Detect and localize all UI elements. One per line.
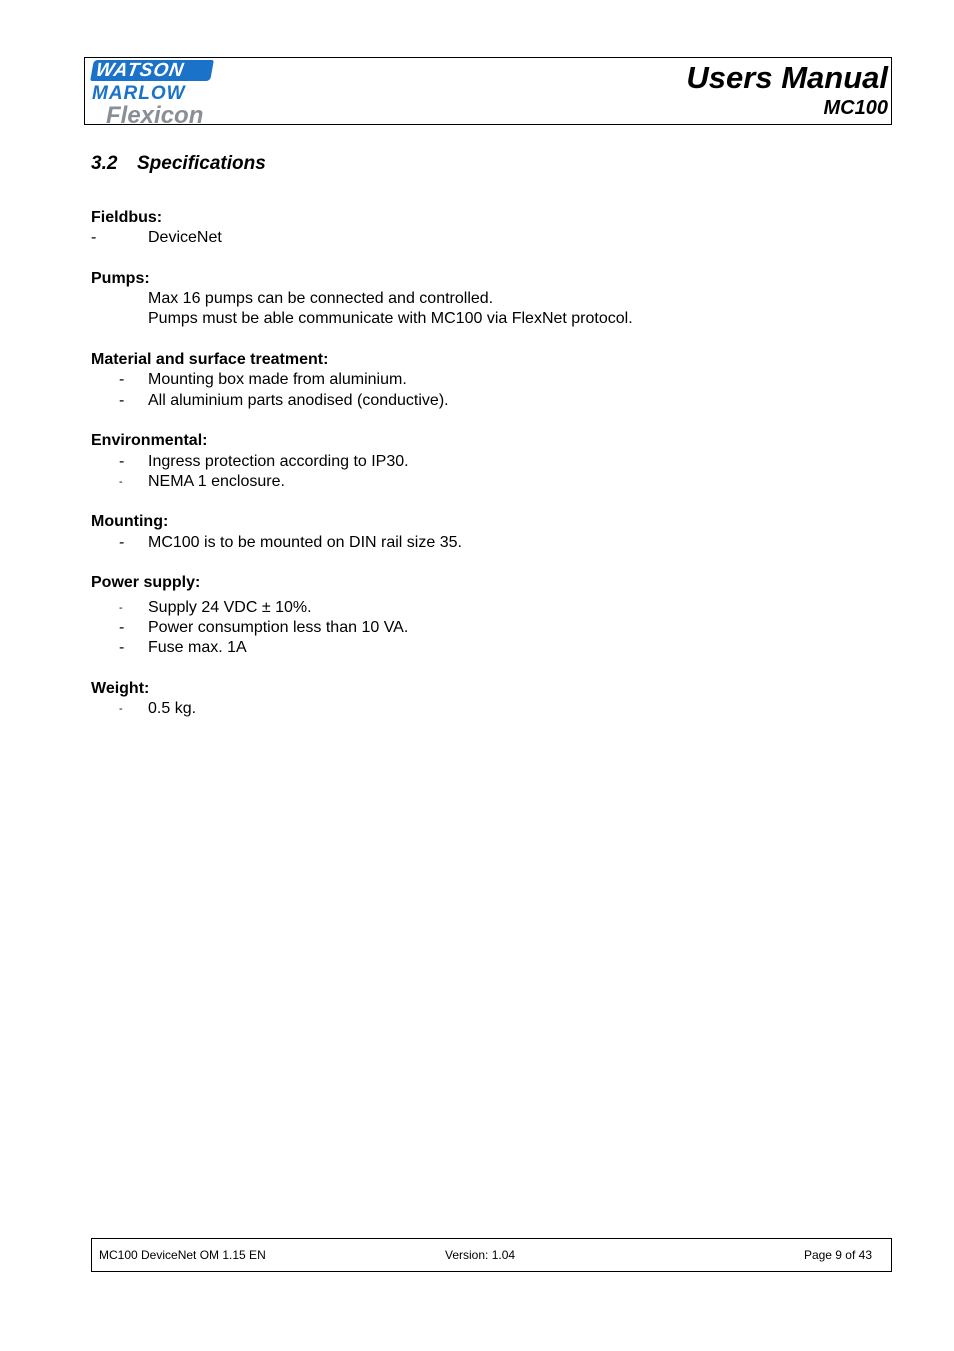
spec-item-text: Fuse max. 1A bbox=[148, 639, 247, 657]
spec-item-text: Pumps must be able communicate with MC100 via FlexNet protocol. bbox=[148, 310, 633, 328]
bullet-dash: - bbox=[119, 475, 123, 488]
bullet-dash: - bbox=[119, 533, 125, 551]
spec-item bbox=[91, 533, 871, 553]
spec-item-text: DeviceNet bbox=[148, 229, 222, 247]
spec-item bbox=[91, 289, 871, 309]
spec-item-text: All aluminium parts anodised (conductive). bbox=[148, 391, 449, 409]
bullet-dash: - bbox=[119, 639, 125, 657]
spec-item-text: NEMA 1 enclosure. bbox=[148, 472, 285, 490]
spec-item bbox=[91, 598, 871, 618]
section-number: 3.2 bbox=[91, 153, 118, 174]
spec-item-text: Mounting box made from aluminium. bbox=[148, 371, 407, 389]
spec-group-mounting bbox=[91, 512, 871, 553]
bullet-dash: - bbox=[119, 618, 125, 636]
spec-item-text: Max 16 pumps can be connected and controlled. bbox=[148, 290, 494, 308]
section-title: Specifications bbox=[137, 153, 266, 174]
watson-marlow-flexicon-logo bbox=[90, 59, 218, 129]
spec-group-power-supply bbox=[91, 573, 871, 658]
spec-group-fieldbus bbox=[91, 208, 871, 249]
footer-version: Version: 1.04 bbox=[445, 1248, 516, 1262]
spec-item-text: Power consumption less than 10 VA. bbox=[148, 618, 409, 636]
spec-group-title: Power supply: bbox=[91, 574, 201, 592]
bullet-dash: - bbox=[119, 452, 125, 470]
bullet-dash: - bbox=[119, 601, 123, 614]
spec-item bbox=[91, 452, 871, 472]
logo-flexicon: Flexicon bbox=[106, 102, 204, 129]
footer-document-id: MC100 DeviceNet OM 1.15 EN bbox=[99, 1248, 266, 1262]
spec-group-title: Material and surface treatment: bbox=[91, 351, 329, 369]
spec-item bbox=[91, 618, 871, 638]
product-name: MC100 bbox=[823, 97, 888, 119]
spec-item bbox=[91, 309, 871, 329]
spec-group-title: Pumps: bbox=[91, 269, 150, 287]
specifications-content bbox=[91, 208, 871, 740]
section-heading bbox=[91, 151, 266, 177]
spec-group-title: Fieldbus: bbox=[91, 209, 163, 226]
logo-marlow: MARLOW bbox=[92, 83, 186, 104]
spec-group-material bbox=[91, 350, 871, 411]
manual-title: Users Manual bbox=[686, 60, 888, 95]
spec-item-text: MC100 is to be mounted on DIN rail size 35. bbox=[148, 533, 462, 551]
bullet-dash: - bbox=[91, 229, 97, 247]
page-footer bbox=[91, 1238, 892, 1272]
spec-item bbox=[91, 391, 871, 411]
spec-item bbox=[91, 699, 871, 719]
spec-item bbox=[91, 228, 871, 248]
spec-item-text: Ingress protection according to IP30. bbox=[148, 452, 409, 470]
spec-group-title: Weight: bbox=[91, 679, 150, 697]
spec-item-text: Supply 24 VDC ± 10%. bbox=[148, 598, 312, 616]
spec-group-pumps bbox=[91, 269, 871, 330]
bullet-dash: - bbox=[119, 391, 125, 409]
spec-group-weight bbox=[91, 679, 871, 720]
spec-item bbox=[91, 638, 871, 658]
spec-item bbox=[91, 472, 871, 492]
logo-watson: WATSON bbox=[90, 60, 214, 81]
spec-group-title: Environmental: bbox=[91, 432, 208, 450]
spec-item-text: 0.5 kg. bbox=[148, 700, 197, 718]
spec-item bbox=[91, 370, 871, 390]
bullet-dash: - bbox=[119, 703, 123, 716]
spec-group-title: Mounting: bbox=[91, 513, 169, 531]
footer-page-number: Page 9 of 43 bbox=[803, 1248, 872, 1262]
page-header bbox=[84, 57, 892, 129]
bullet-dash: - bbox=[119, 371, 125, 389]
spec-group-environmental bbox=[91, 431, 871, 492]
